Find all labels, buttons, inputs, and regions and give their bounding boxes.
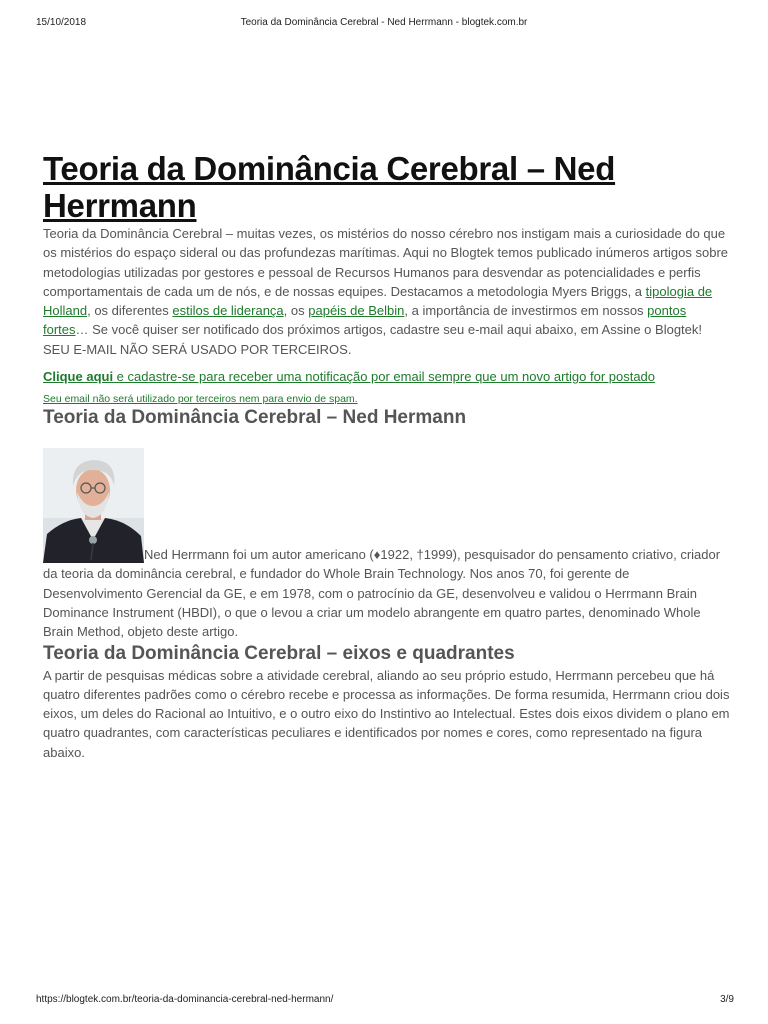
quadrants-paragraph: A partir de pesquisas médicas sobre a atividade cerebral, aliando ao seu próprio estudo, Herrmann percebeu que há quatro diferentes padrões como o cérebro recebe e processa as informações. De forma resumida, Herrmann criou dois eixos, um deles do Racional ao Intuitivo, e o outro eixo do Instintivo ao Intelectual. Estes dois eixos dividem o plano em quatro quadrantes, com características peculiares e identificados por nomes e cores, como representado na figura abaixo. bbox=[43, 667, 730, 760]
subscribe-link-bold: Clique aqui bbox=[43, 369, 114, 385]
print-url: https://blogtek.com.br/teoria-da-dominancia-cerebral-ned-hermann/ bbox=[36, 994, 334, 1005]
intro-text-2: , os diferentes bbox=[87, 303, 173, 319]
intro-text-5: … Se você quiser ser notificado dos próximos artigos, cadastre seu e-mail aqui abaixo, em Assine o Blogtek! SEU E-MAIL NÃO SERÁ USADO POR TERCEIROS. bbox=[43, 322, 702, 357]
article-content bbox=[43, 150, 731, 762]
intro-text-4: , a importância de investirmos em nossos bbox=[404, 303, 648, 319]
bio-block bbox=[43, 448, 731, 641]
link-tipologia-holland[interactable]: tipologia de Holland bbox=[43, 283, 713, 319]
print-header bbox=[0, 17, 768, 31]
intro-text-3: , os bbox=[283, 303, 309, 319]
link-papeis-belbin[interactable]: papéis de Belbin bbox=[308, 303, 405, 319]
spam-note[interactable]: Seu email não será utilizado por terceiros nem para envio de spam. bbox=[43, 393, 358, 406]
ned-herrmann-photo bbox=[43, 448, 144, 563]
print-date: 15/10/2018 bbox=[36, 17, 87, 28]
print-page-number: 3/9 bbox=[720, 994, 734, 1005]
portrait-image bbox=[43, 448, 144, 563]
section-heading-eixos-quadrantes: Teoria da Dominância Cerebral – eixos e quadrantes bbox=[43, 642, 515, 664]
subscribe-cta bbox=[43, 367, 731, 386]
link-pontos-fortes[interactable]: pontos fortes bbox=[43, 303, 687, 338]
intro-text-1: Teoria da Dominância Cerebral – muitas vezes, os mistérios do nosso cérebro nos instigam mais a curiosidade do que os mistérios do espaço sideral ou das profundezas marítimas. Aqui no Blogtek temos publicado inúmeros artigos sobre metodologias utilizadas por gestores e pessoal de Recursos Humanos para desvendar as potencialidades e perfis comportamentais de cada um de nós, e de nossas equipes. Destacamos a metodologia Myers Briggs, a bbox=[43, 226, 729, 299]
link-estilos-lideranca[interactable]: estilos de liderança bbox=[172, 303, 284, 319]
article-title: Teoria da Dominância Cerebral – Ned Herrmann bbox=[43, 150, 616, 224]
subscribe-link[interactable] bbox=[43, 369, 655, 384]
section-heading-ned-hermann: Teoria da Dominância Cerebral – Ned Hermann bbox=[43, 407, 467, 429]
bio-paragraph: Ned Herrmann foi um autor americano (♦1922, †1999), pesquisador do pensamento criativo, criador da teoria da dominância cerebral, e fundador do Whole Brain Technology. Nos anos 70, foi gerente de Desenvolvimento Gerencial da GE, e em 1978, com o patrocínio da GE, desenvolveu e validou o Herrmann Brain Dominance Instrument (HBDI), o que o levou a criar um modelo abrangente em quatro partes, denominado Whole Brain Method, objeto deste artigo. bbox=[43, 547, 721, 640]
intro-paragraph bbox=[43, 224, 731, 359]
print-footer bbox=[0, 994, 768, 1008]
print-page-title: Teoria da Dominância Cerebral - Ned Herrmann - blogtek.com.br bbox=[240, 17, 528, 28]
subscribe-link-text: e cadastre-se para receber uma notificação por email sempre que um novo artigo for postado bbox=[113, 369, 656, 385]
